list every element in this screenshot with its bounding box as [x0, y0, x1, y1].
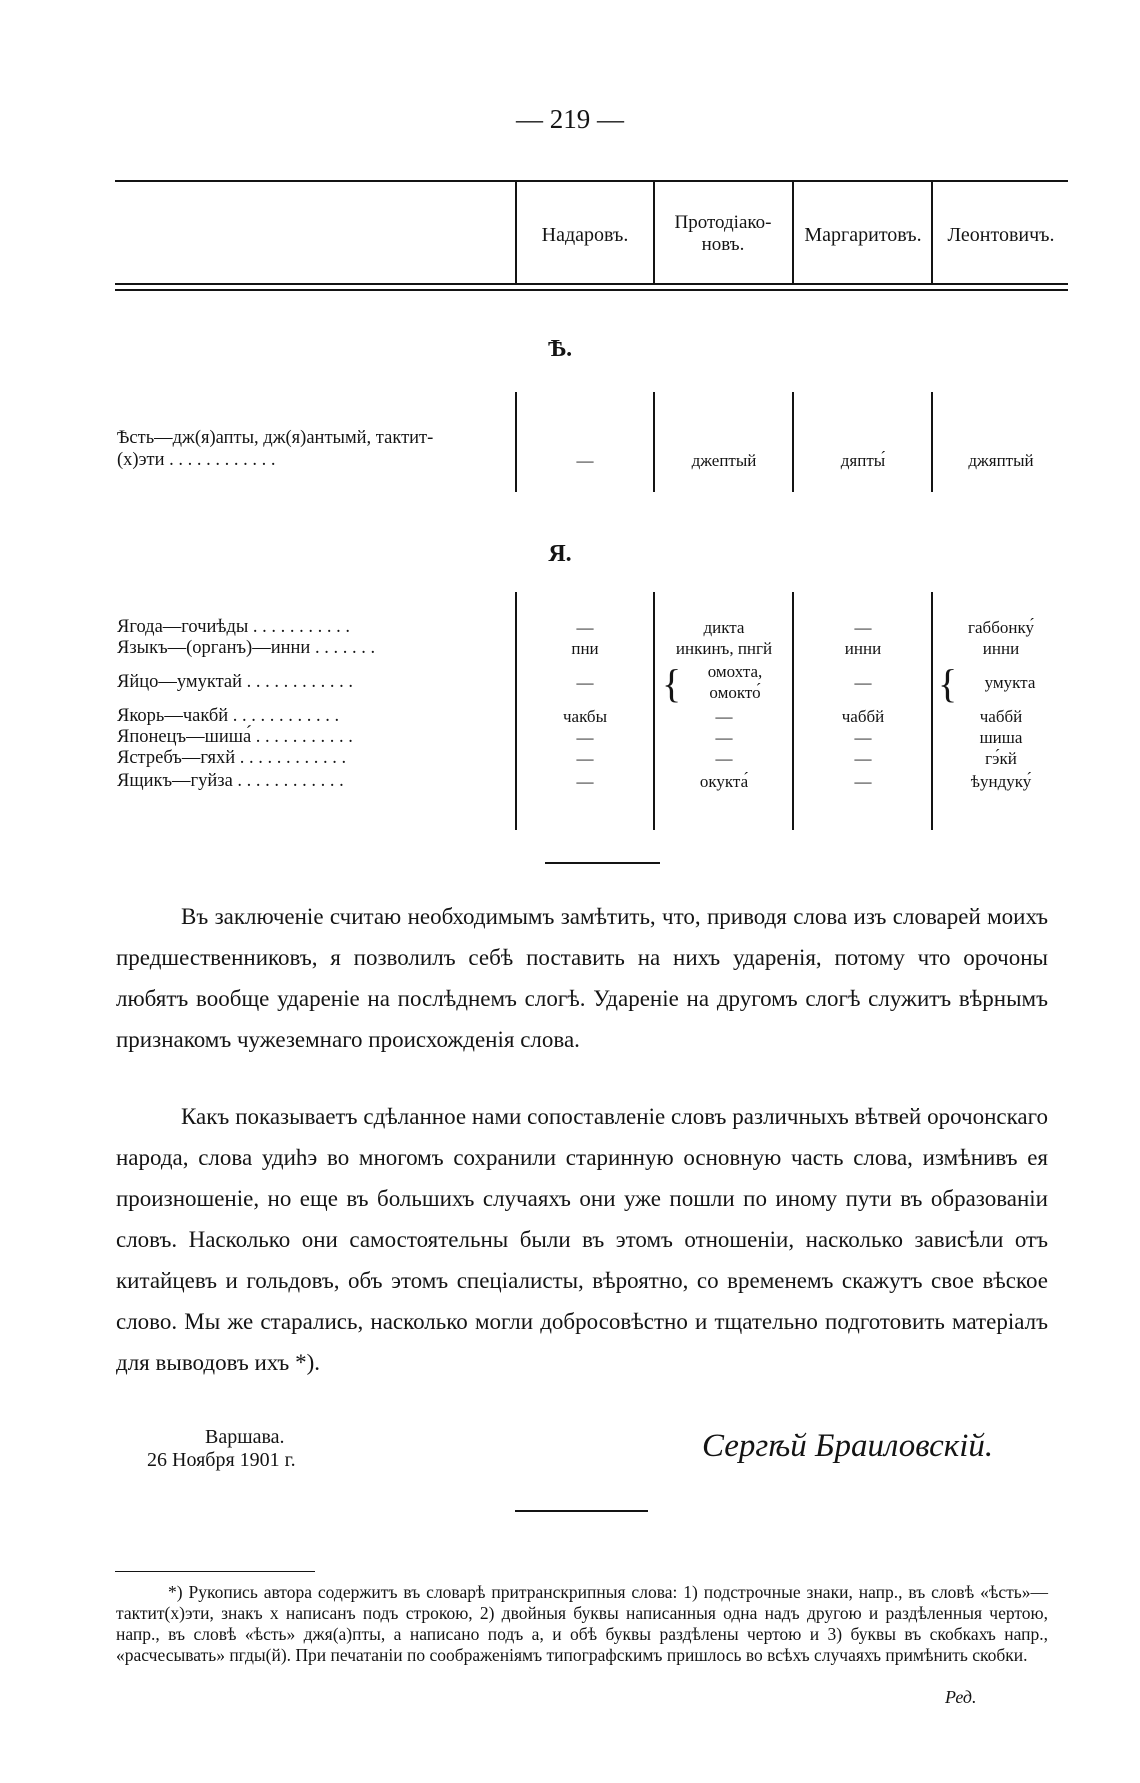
- body-paragraph-1: Въ заключеніе считаю необходимымъ замѣтить, что, приводя слова изъ словарей моихъ предшественниковъ, я позволилъ себѣ поставить на нихъ ударенія, потому что орочоны любятъ вообще удареніе на послѣднемъ слогѣ. Удареніе на другомъ слогѣ служитъ вѣрнымъ признакомъ чужеземнаго происхожденія слова.: [116, 904, 1048, 1052]
- brace-glyph: {: [662, 661, 682, 706]
- table-header-rule-1: [115, 283, 1068, 285]
- table-cell: окукта́: [699, 772, 749, 791]
- table-cell: —: [854, 673, 872, 692]
- table-cell: —: [854, 728, 872, 747]
- section2-divider-1: [515, 592, 517, 830]
- table-row-label: Ястребъ—гяхй . . . . . . . . . . . .: [117, 748, 347, 768]
- section1-divider-3: [792, 392, 794, 492]
- footnote-rule: [115, 1571, 315, 1572]
- table-cell: —: [715, 749, 733, 768]
- table-row-label: Ягода—гочиѣды . . . . . . . . . . .: [117, 617, 351, 637]
- column-header-margaritov: Маргаритовъ.: [804, 224, 922, 246]
- table-row-label-line: (х)эти . . . . . . . . . . . .: [117, 450, 276, 470]
- table-row-label: Яйцо—умуктай . . . . . . . . . . . .: [117, 672, 354, 692]
- footnote-text: *) Рукопись автора содержитъ въ словарѣ притранскрипныя слова: 1) подстрочные знаки, напр., въ словѣ «ѣсть»—тактит(х)эти, знакъ х написанъ подъ строкою, 2) двойныя буквы написанныя одна надъ другою и раздѣленныя чертою, напр., въ словѣ «ѣсть» джя(а)пты, а написано подъ а, и обѣ буквы раздѣлены чертою и 3) буквы въ скобкахъ напр., «расчесывать» пгды(й). При печатаніи по соображеніямъ типографскимъ пришлось во всѣхъ случаяхъ примѣнить скобки.: [116, 1582, 1048, 1665]
- table-cell: габбонку́: [968, 618, 1034, 637]
- table-cell: дяпты́: [840, 451, 886, 470]
- header-col-divider-3: [792, 182, 794, 283]
- table-cell: —: [576, 673, 594, 692]
- table-row-label: Языкъ—(органъ)—инни . . . . . . .: [117, 638, 376, 658]
- header-col-divider-2: [653, 182, 655, 283]
- table-cell-alt: омохта,: [707, 662, 763, 681]
- table-cell: инкинъ, пнгй: [675, 639, 773, 658]
- table-cell: умукта: [984, 673, 1036, 692]
- table-end-rule: [545, 862, 660, 864]
- section-letter-yat: Ѣ.: [547, 336, 573, 362]
- table-cell: —: [854, 618, 872, 637]
- table-row-label: Якорь—чакбй . . . . . . . . . . . .: [117, 706, 340, 726]
- section1-divider-4: [931, 392, 933, 492]
- brace-glyph: {: [938, 661, 958, 706]
- signature-end-rule: [515, 1510, 648, 1512]
- section-letter-ya: Я.: [548, 541, 572, 567]
- table-header-rule-2: [115, 289, 1068, 291]
- table-cell: ѣундуку́: [970, 772, 1032, 791]
- table-cell: —: [576, 451, 594, 470]
- author-signature: Сергѣй Браиловскій.: [702, 1428, 994, 1464]
- column-header-leontovich: Леонтовичъ.: [947, 224, 1055, 246]
- section2-divider-4: [931, 592, 933, 830]
- table-row-label-line: Ѣсть—дж(я)апты, дж(я)антымй, тактит-: [117, 428, 434, 448]
- body-paragraph-2: Какъ показываетъ сдѣланное нами сопоставленіе словъ различныхъ вѣтвей орочонскаго народа, слова удиһэ во многомъ сохранили старинную основную часть слова, измѣнивъ ея произношеніе, но еще въ большихъ случаяхъ они уже пошли по иному пути въ образованіи словъ. Насколько они самостоятельны были въ этомъ отношеніи, насколько зависѣли отъ китайцевъ и гольдовъ, объ этомъ спеціалисты, вѣроятно, со временемъ скажутъ свое вѣское слово. Мы же старались, насколько могли добросовѣстно и тщательно подготовить матеріалъ для выводовъ ихъ *).: [116, 1104, 1048, 1375]
- table-cell: —: [854, 749, 872, 768]
- table-cell: —: [576, 749, 594, 768]
- table-row-label: Ящикъ—гуйза . . . . . . . . . . . .: [117, 771, 344, 791]
- table-cell: джептый: [691, 451, 757, 470]
- table-cell: шиша: [979, 728, 1023, 747]
- table-cell-alt: омокто́: [709, 683, 761, 702]
- header-col-divider-1: [515, 182, 517, 283]
- section1-divider-2: [653, 392, 655, 492]
- signoff-date: 26 Ноября 1901 г.: [147, 1449, 296, 1471]
- table-cell: джяптый: [968, 451, 1034, 470]
- section2-divider-3: [792, 592, 794, 830]
- table-cell: —: [576, 618, 594, 637]
- table-cell: чакбы: [562, 707, 607, 726]
- table-cell: —: [854, 772, 872, 791]
- column-header-protodiakonov: Протодіако-новъ.: [674, 212, 772, 255]
- table-top-rule: [115, 180, 1068, 182]
- footnote-editor-mark: Ред.: [945, 1687, 977, 1707]
- table-cell: —: [715, 728, 733, 747]
- section1-divider-1: [515, 392, 517, 492]
- header-col-divider-4: [931, 182, 933, 283]
- section2-divider-2: [653, 592, 655, 830]
- table-cell: —: [576, 728, 594, 747]
- page-number: — 219 —: [516, 104, 624, 134]
- table-cell: —: [715, 707, 733, 726]
- table-cell: пни: [571, 639, 599, 658]
- table-cell: гэ́кй: [985, 749, 1017, 768]
- table-cell: чаббй: [979, 707, 1023, 726]
- column-header-nadarov: Надаровъ.: [541, 224, 629, 246]
- table-cell: —: [576, 772, 594, 791]
- table-cell: дикта: [703, 618, 745, 637]
- table-row-label: Японецъ—шиша́ . . . . . . . . . . .: [117, 727, 353, 747]
- signoff-city: Варшава.: [205, 1426, 285, 1448]
- table-cell: чаббй: [841, 707, 885, 726]
- table-cell: инни: [982, 639, 1020, 658]
- table-cell: инни: [844, 639, 882, 658]
